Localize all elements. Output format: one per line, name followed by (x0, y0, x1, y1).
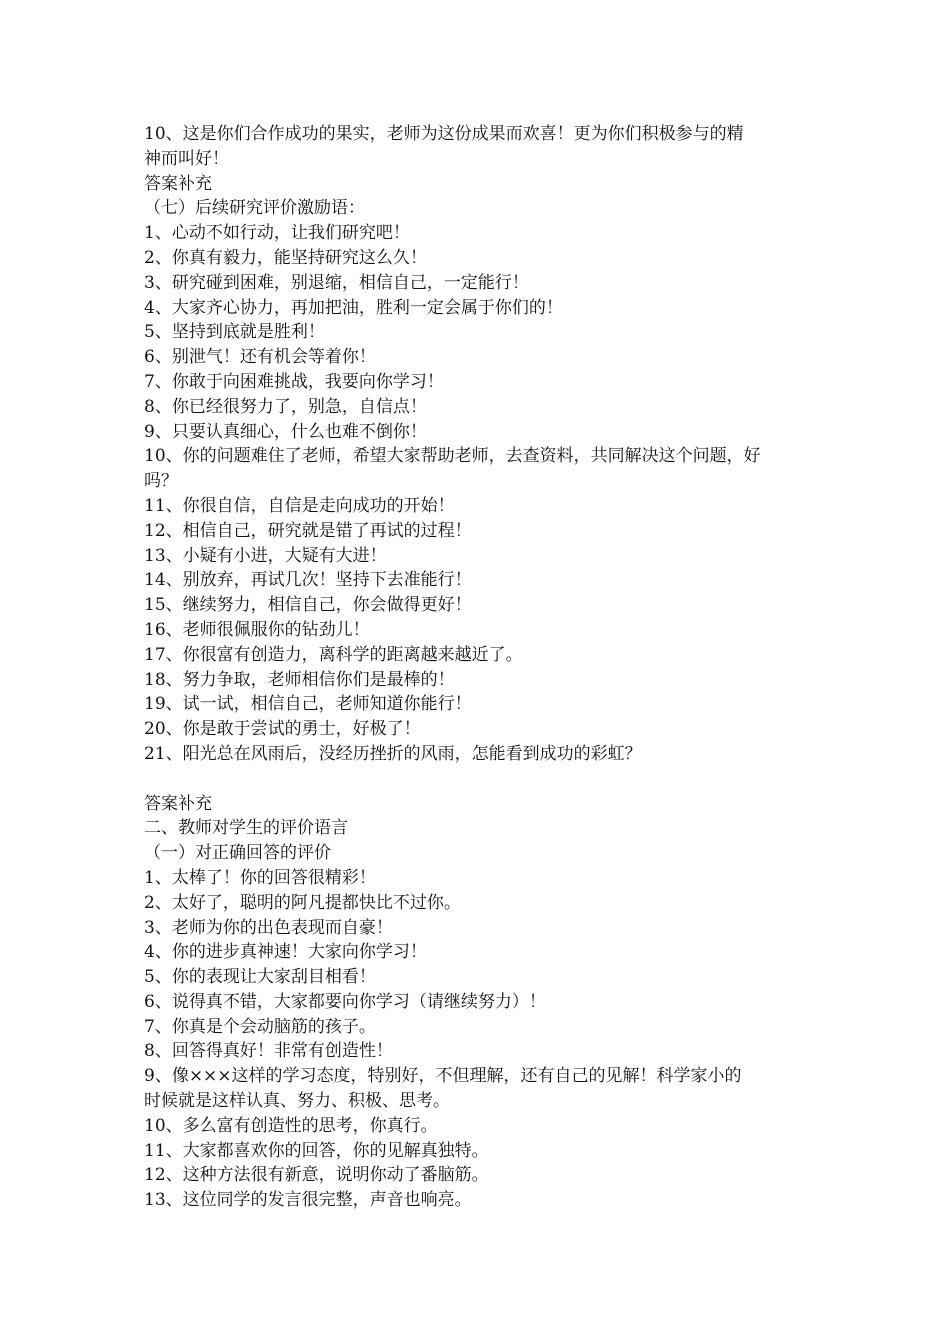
text-line: 18、努力争取，老师相信你们是最棒的！ (144, 669, 455, 690)
text-line: 13、这位同学的发言很完整，声音也响亮。 (144, 1190, 472, 1211)
text-line: （一）对正确回答的评价 (144, 843, 331, 864)
section-a (144, 122, 814, 767)
text-line: 5、坚持到底就是胜利！ (144, 322, 325, 343)
text-line: 答案补充 (144, 173, 212, 194)
text-line: 16、老师很佩服你的钻劲儿！ (144, 619, 370, 640)
text-line: 15、继续努力，相信自己，你会做得更好！ (144, 595, 472, 616)
text-line: 8、回答得真好！非常有创造性！ (144, 1041, 393, 1062)
text-line: 14、别放弃，再试几次！坚持下去准能行！ (144, 570, 472, 591)
blank-line (144, 767, 814, 792)
text-line: 17、你很富有创造力，离科学的距离越来越近了。 (144, 644, 523, 665)
text-line: 二、教师对学生的评价语言 (144, 818, 348, 839)
text-line: 12、相信自己，研究就是错了再试的过程！ (144, 520, 472, 541)
text-line: 12、这种方法很有新意，说明你动了番脑筋。 (144, 1165, 489, 1186)
text-line: 吗？ (144, 471, 178, 492)
text-line: 19、试一试，相信自己，老师知道你能行！ (144, 694, 472, 715)
text-line: （七）后续研究评价激励语： (144, 198, 365, 219)
text-line: 2、你真有毅力，能坚持研究这么久！ (144, 247, 427, 268)
text-line: 10、你的问题难住了老师，希望大家帮助老师，去查资料，共同解决这个问题，好 (144, 446, 761, 467)
text-line: 答案补充 (144, 793, 212, 814)
text-line: 11、大家都喜欢你的回答，你的见解真独特。 (144, 1140, 489, 1161)
text-line: 10、多么富有创造性的思考，你真行。 (144, 1115, 438, 1136)
text-line: 21、阳光总在风雨后，没经历挫折的风雨，怎能看到成功的彩虹？ (144, 743, 642, 764)
text-line: 13、小疑有小进，大疑有大进！ (144, 545, 387, 566)
text-line: 9、像×××这样的学习态度，特别好，不但理解，还有自己的见解！科学家小的 (144, 1066, 742, 1087)
text-line: 6、说得真不错，大家都要向你学习（请继续努力）！ (144, 991, 546, 1012)
text-line: 5、你的表现让大家刮目相看！ (144, 967, 376, 988)
text-line: 2、太好了，聪明的阿凡提都快比不过你。 (144, 892, 461, 913)
text-line: 7、你敢于向困难挑战，我要向你学习！ (144, 371, 444, 392)
text-line: 神而叫好！ (144, 148, 229, 169)
text-line: 11、你很自信，自信是走向成功的开始！ (144, 495, 455, 516)
text-line: 8、你已经很努力了，别急，自信点！ (144, 396, 427, 417)
text-line: 3、老师为你的出色表现而自豪！ (144, 917, 393, 938)
text-line: 时候就是这样认真、努力、积极、思考。 (144, 1091, 450, 1112)
section-b (144, 792, 814, 1214)
text-line: 1、太棒了！你的回答很精彩！ (144, 867, 376, 888)
text-line: 3、研究碰到困难，别退缩，相信自己，一定能行！ (144, 272, 529, 293)
text-line: 9、只要认真细心，什么也难不倒你！ (144, 421, 427, 442)
text-line: 10、这是你们合作成功的果实，老师为这份成果而欢喜！更为你们积极参与的精 (144, 124, 744, 144)
document-page (144, 122, 814, 1213)
text-line: 4、你的进步真神速！大家向你学习！ (144, 942, 427, 963)
text-line: 20、你是敢于尝试的勇士，好极了！ (144, 719, 421, 740)
text-line: 1、心动不如行动，让我们研究吧！ (144, 223, 410, 244)
text-line: 6、别泄气！还有机会等着你！ (144, 347, 376, 368)
text-line: 4、大家齐心协力，再加把油，胜利一定会属于你们的！ (144, 297, 563, 318)
text-line: 7、你真是个会动脑筋的孩子。 (144, 1016, 376, 1037)
